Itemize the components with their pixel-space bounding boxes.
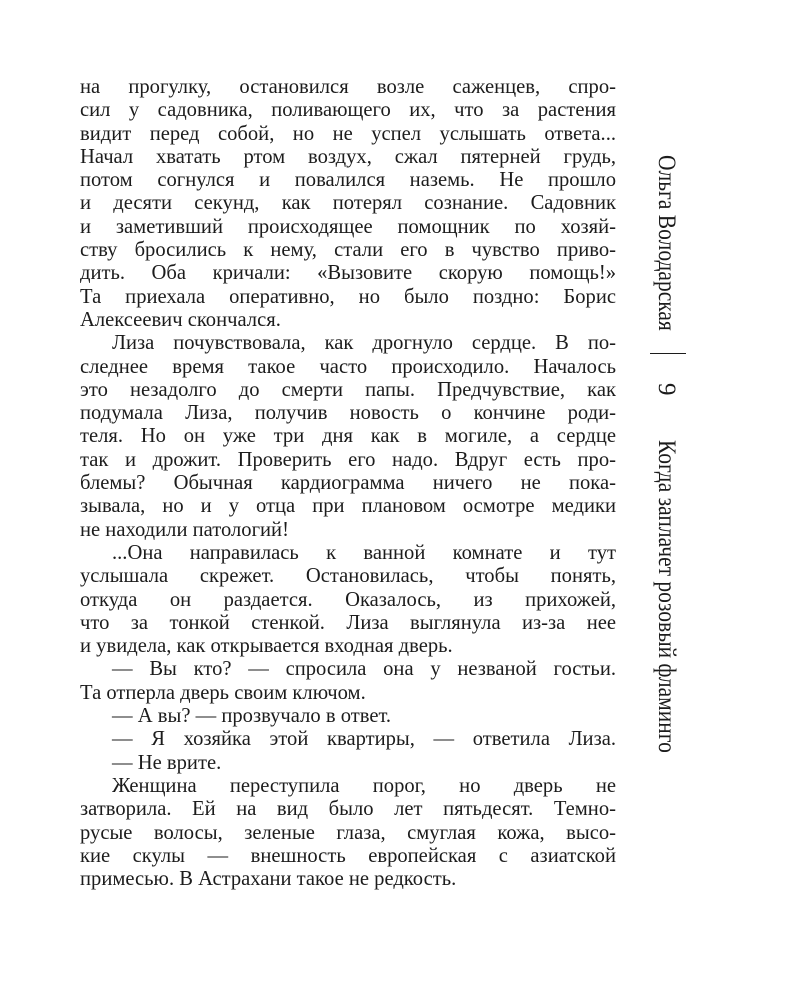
text-line: что за тонкой стенкой. Лиза выглянула из-за нее <box>80 611 616 634</box>
dialogue-line: — Не врите. <box>112 751 222 774</box>
dialogue-line: — Я хозяйка этой квартиры, — ответила Лиза. <box>112 728 616 751</box>
paragraph-first-line: Женщина переступила порог, но дверь не <box>112 774 616 797</box>
text-line: и увидела, как открывается входная дверь. <box>80 635 453 658</box>
dialogue-line: — Вы кто? — спросила она у незваной гостьи. <box>112 658 616 681</box>
paragraph-first-line: Лиза почувствовала, как дрогнуло сердце. В по- <box>112 332 616 355</box>
text-line: услышала скрежет. Остановилась, чтобы понять, <box>80 565 616 588</box>
page-number: 9 <box>653 383 680 396</box>
text-line: это незадолго до смерти папы. Предчувствие, как <box>80 378 616 401</box>
text-line: и десяти секунд, как потерял сознание. Садовник <box>80 192 616 215</box>
text-line: теля. Но он уже три дня как в могиле, а сердце <box>80 425 616 448</box>
text-line: Алексеевич скончался. <box>80 308 281 331</box>
running-head-divider <box>650 353 686 354</box>
text-line: Та отперла дверь своим ключом. <box>80 681 366 704</box>
text-line: видит перед собой, но не успел услышать ответа... <box>80 122 616 145</box>
text-line: кие скулы — внешность европейская с азиатской <box>80 844 616 867</box>
text-line: потом согнулся и повалился наземь. Не прошло <box>80 169 616 192</box>
text-line: на прогулку, остановился возле саженцев, спро- <box>80 76 616 98</box>
body-text <box>80 76 616 891</box>
text-line: подумала Лиза, получив новость о кончине роди- <box>80 402 616 425</box>
text-line: ству бросились к нему, стали его в чувство приво- <box>80 239 616 262</box>
text-line: Начал хватать ртом воздух, сжал пятерней грудь, <box>80 145 616 168</box>
dialogue-line: — А вы? — прозвучало в ответ. <box>112 705 392 728</box>
text-line: зывала, но и у отца при плановом осмотре медики <box>80 495 616 518</box>
text-line: блемы? Обычная кардиограмма ничего не пока- <box>80 472 616 495</box>
running-head <box>618 120 718 820</box>
text-line: откуда он раздается. Оказалось, из прихожей, <box>80 588 616 611</box>
running-head-book-title: Когда заплачет розовый фламинго <box>653 440 680 753</box>
text-line: затворила. Ей на вид было лет пятьдесят. Темно- <box>80 798 616 821</box>
text-line: не находили патологий! <box>80 518 289 541</box>
text-line: сил у садовника, поливающего их, что за растения <box>80 99 616 122</box>
text-line: примесью. В Астрахани такое не редкость. <box>80 868 457 891</box>
running-head-author: Ольга Володарская <box>653 155 680 331</box>
text-line: дить. Оба кричали: «Вызовите скорую помощь!» <box>80 262 616 285</box>
paragraph-first-line: ...Она направилась к ванной комнате и тут <box>112 541 616 564</box>
text-line: следнее время такое часто происходило. Началось <box>80 355 616 378</box>
text-line: так и дрожит. Проверить его надо. Вдруг есть про- <box>80 448 616 471</box>
text-line: русые волосы, зеленые глаза, смуглая кожа, высо- <box>80 821 616 844</box>
text-line: и заметивший происходящее помощник по хозяй- <box>80 215 616 238</box>
text-line: Та приехала оперативно, но было поздно: Борис <box>80 285 616 308</box>
